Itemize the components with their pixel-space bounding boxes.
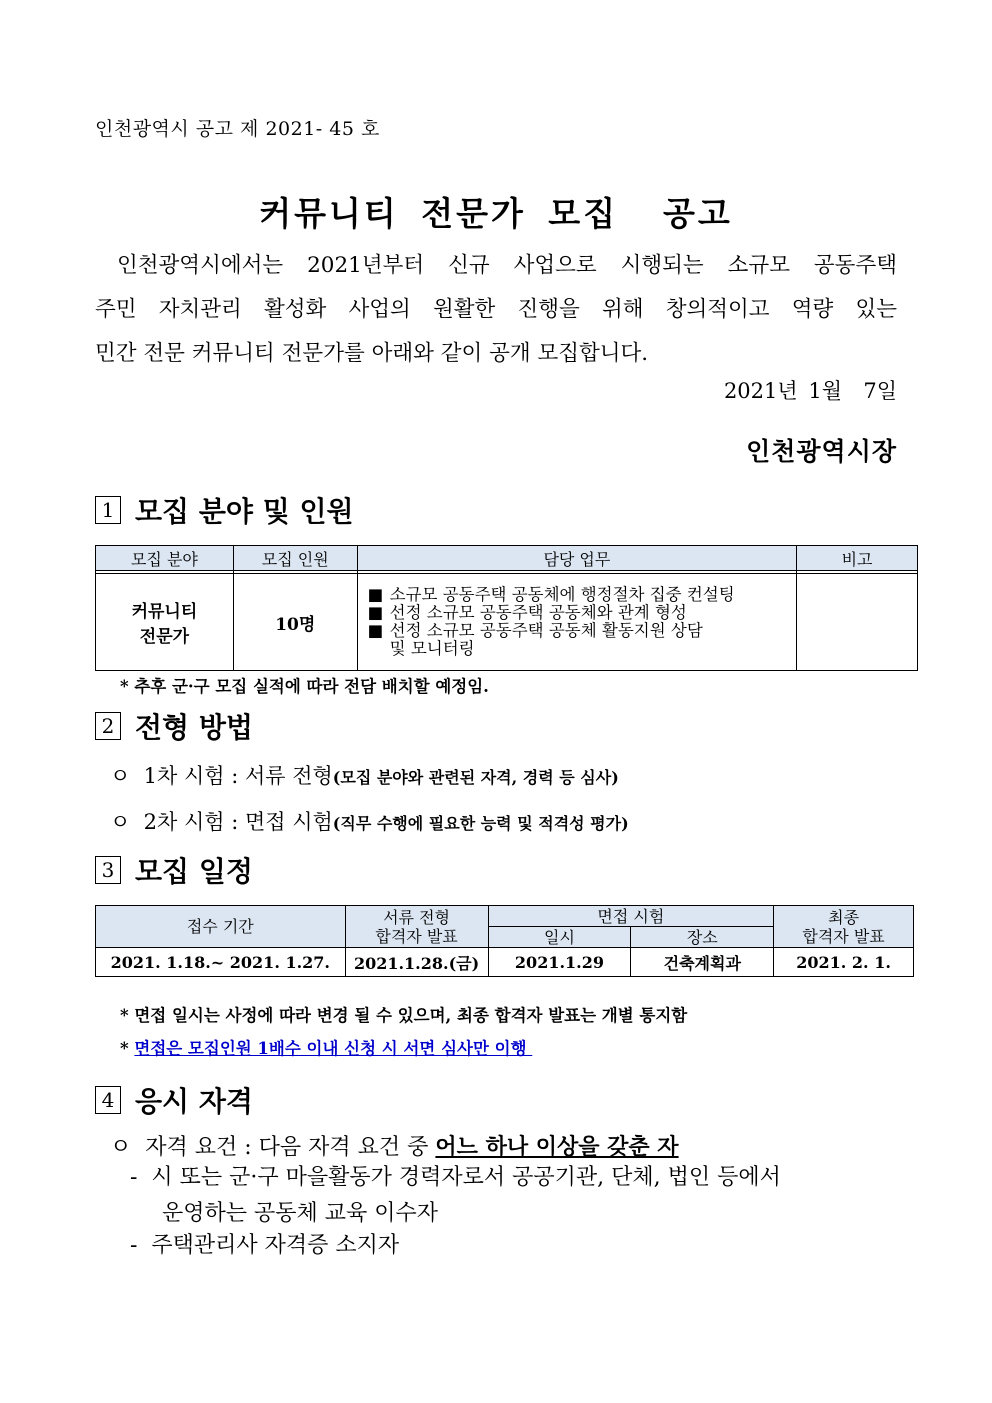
header-reception: 접수 기간 (96, 906, 346, 948)
selection-item-2: ㅇ 2차 시험 : 면접 시험(직무 수행에 필요한 능력 및 적격성 평가) (110, 810, 629, 834)
section-number-box: 1 (95, 496, 121, 524)
selection-item-1: ㅇ 1차 시험 : 서류 전형(모집 분야와 관련된 자격, 경력 등 심사) (110, 764, 619, 788)
header-interview-date: 일시 (488, 927, 631, 948)
square-bullet-icon: ■ (367, 621, 384, 640)
interview-note-link[interactable]: 면접은 모집인원 1배수 이내 신청 시 서면 심사만 이행 (134, 1039, 533, 1058)
schedule-note-2: * 면접은 모집인원 1배수 이내 신청 시 서면 심사만 이행 (120, 1039, 533, 1058)
section-title: 모집 분야 및 인원 (135, 495, 354, 528)
duty-item: ■ 선정 소규모 공동주택 공동체와 관계 형성 (367, 603, 687, 622)
schedule-note-1: * 면접 일시는 사정에 따라 변경 될 수 있으며, 최종 합격자 발표는 개별 통지함 (120, 1006, 688, 1025)
square-bullet-icon: ■ (367, 603, 384, 622)
field-cell: 커뮤니티 전문가 (96, 574, 234, 671)
section-title: 모집 일정 (135, 855, 253, 888)
recruitment-table (95, 545, 918, 671)
header-field: 모집 분야 (96, 546, 234, 571)
section-1-note: * 추후 군·구 모집 실적에 따라 전담 배치할 예정임. (120, 677, 489, 696)
qualification-item-1: - 시 또는 군·구 마을활동가 경력자로서 공공기관, 단체, 법인 등에서 운영하는 공동체 교육 이수자 (130, 1165, 781, 1226)
interview-place-cell: 건축계획과 (631, 948, 774, 977)
doc-result-cell: 2021.1.28.(금) (345, 948, 488, 977)
section-title: 전형 방법 (135, 711, 253, 744)
interview-date-cell: 2021.1.29 (488, 948, 631, 977)
header-count: 모집 인원 (233, 546, 357, 571)
section-number-box: 2 (95, 712, 121, 740)
intro-line-2: 주민 자치관리 활성화 사업의 원활한 진행을 위해 창의적이고 역량 있는 (95, 297, 897, 322)
intro-line-3: 민간 전문 커뮤니티 전문가를 아래와 같이 공개 모집합니다. (95, 341, 649, 366)
notice-date: 2021년 1월 7일 (723, 379, 897, 403)
schedule-table (95, 905, 914, 977)
section-number-box: 3 (95, 856, 121, 884)
notice-number: 인천광역시 공고 제 2021- 45 호 (95, 118, 380, 140)
section-2-heading (95, 706, 253, 746)
header-doc-result: 서류 전형 합격자 발표 (345, 906, 488, 948)
duty-item: ■ 소규모 공동주택 공동체에 행정절차 집중 컨설팅 (367, 585, 735, 604)
duty-item: ■ 선정 소규모 공동주택 공동체 활동지원 상담 및 모니터링 (367, 621, 703, 658)
header-interview: 면접 시험 (488, 906, 774, 927)
final-cell: 2021. 2. 1. (774, 948, 914, 977)
header-final: 최종 합격자 발표 (774, 906, 914, 948)
header-interview-place: 장소 (631, 927, 774, 948)
issuer: 인천광역시장 (746, 437, 897, 466)
duties-cell (357, 574, 796, 671)
reception-cell: 2021. 1.18.~ 2021. 1.27. (96, 948, 346, 977)
header-duties: 담당 업무 (357, 546, 796, 571)
section-1-heading (95, 490, 354, 530)
page-title: 커뮤니티 전문가 모집 공고 (259, 194, 733, 233)
qualification-requirement: ㅇ 자격 요건 : 다음 자격 요건 중 어느 하나 이상을 갖춘 자 (110, 1134, 679, 1160)
section-title: 응시 자격 (135, 1085, 253, 1118)
header-remarks: 비고 (797, 546, 918, 571)
qualification-item-2: - 주택관리사 자격증 소지자 (130, 1233, 400, 1258)
square-bullet-icon: ■ (367, 585, 384, 604)
count-cell: 10명 (233, 574, 357, 671)
section-4-heading (95, 1080, 253, 1120)
section-3-heading (95, 850, 253, 890)
intro-line-1: 인천광역시에서는 2021년부터 신규 사업으로 시행되는 소규모 공동주택 (117, 253, 897, 278)
section-number-box: 4 (95, 1086, 121, 1114)
remarks-cell (797, 574, 918, 671)
